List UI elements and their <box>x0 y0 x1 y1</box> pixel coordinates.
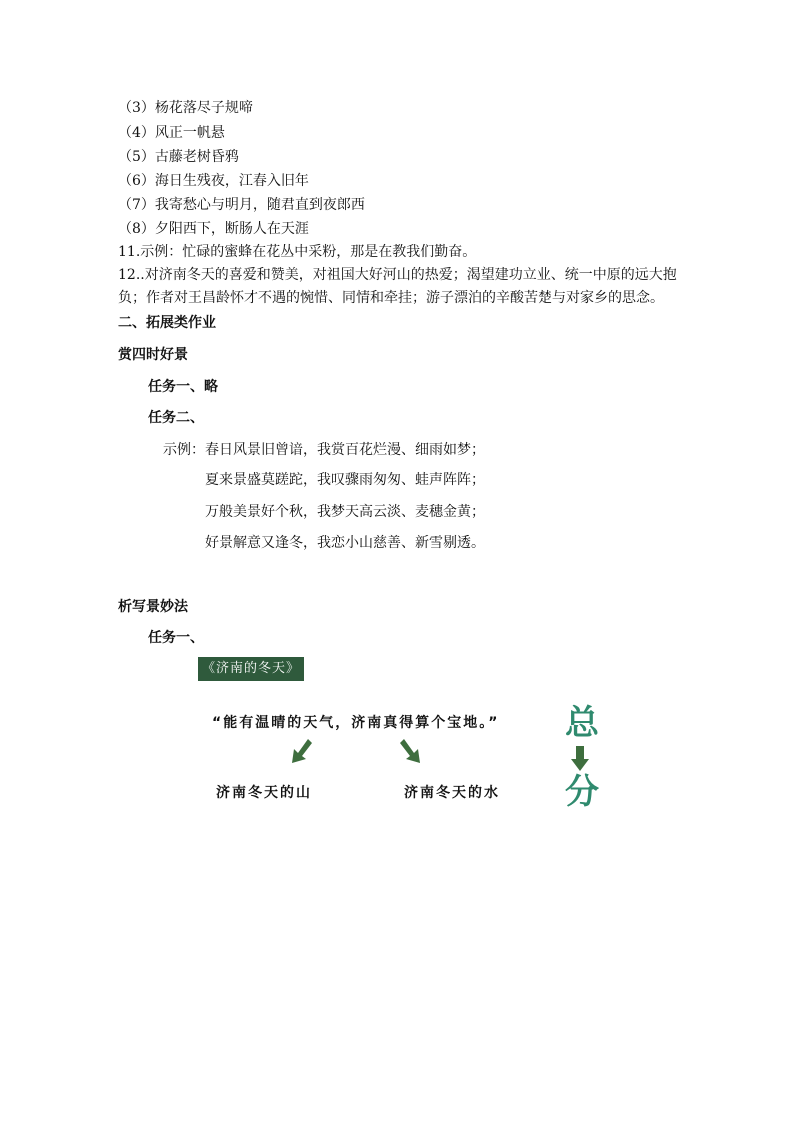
example-line: 好景解意又逢冬，我恋小山慈善、新雪剔透。 <box>205 535 485 551</box>
answer-line: （8）夕阳西下，断肠人在天涯 <box>118 221 309 237</box>
down-right-arrow-icon <box>398 737 428 767</box>
left-branch-label: 济南冬天的山 <box>216 785 312 801</box>
right-branch-label: 济南冬天的水 <box>404 785 500 801</box>
title-banner: 《济南的冬天》 <box>198 657 304 681</box>
part-heading: 析写景妙法 <box>118 599 188 615</box>
section-heading: 二、拓展类作业 <box>118 315 216 331</box>
example-line: 万般美景好个秋，我梦天高云淡、麦穗金黄； <box>205 504 485 520</box>
task-heading: 任务二、 <box>148 410 204 426</box>
answer-line: （6）海日生残夜，江春入旧年 <box>118 173 309 189</box>
quote-text: “能有温晴的天气，济南真得算个宝地。” <box>212 715 500 731</box>
task-heading: 任务一、略 <box>148 379 218 395</box>
task-heading: 任务一、 <box>148 630 204 646</box>
answer-line: 负；作者对王昌龄怀才不遇的惋惜、同情和牵挂；游子漂泊的辛酸苦楚与对家乡的思念。 <box>118 290 664 306</box>
detail-char: 分 <box>565 772 599 812</box>
example-line: 夏来景盛莫蹉跎，我叹骤雨匆匆、蛙声阵阵； <box>205 472 485 488</box>
summary-char: 总 <box>565 703 599 743</box>
example-line: 示例：春日风景旧曾谙，我赏百花烂漫、细雨如梦； <box>163 442 485 458</box>
part-heading: 赏四时好景 <box>118 347 188 363</box>
answer-line: （3）杨花落尽子规啼 <box>118 100 253 116</box>
down-left-arrow-icon <box>286 737 316 767</box>
answer-line: 12..对济南冬天的喜爱和赞美，对祖国大好河山的热爱；渴望建功立业、统一中原的远大抱 <box>118 267 677 283</box>
answer-line: （5）古藤老树昏鸦 <box>118 149 239 165</box>
answer-line: （4）风正一帆悬 <box>118 125 225 141</box>
answer-line: 11.示例：忙碌的蜜蜂在花丛中采粉，那是在教我们勤奋。 <box>118 244 477 260</box>
answer-line: （7）我寄愁心与明月，随君直到夜郎西 <box>118 197 365 213</box>
down-arrow-icon <box>570 746 590 772</box>
